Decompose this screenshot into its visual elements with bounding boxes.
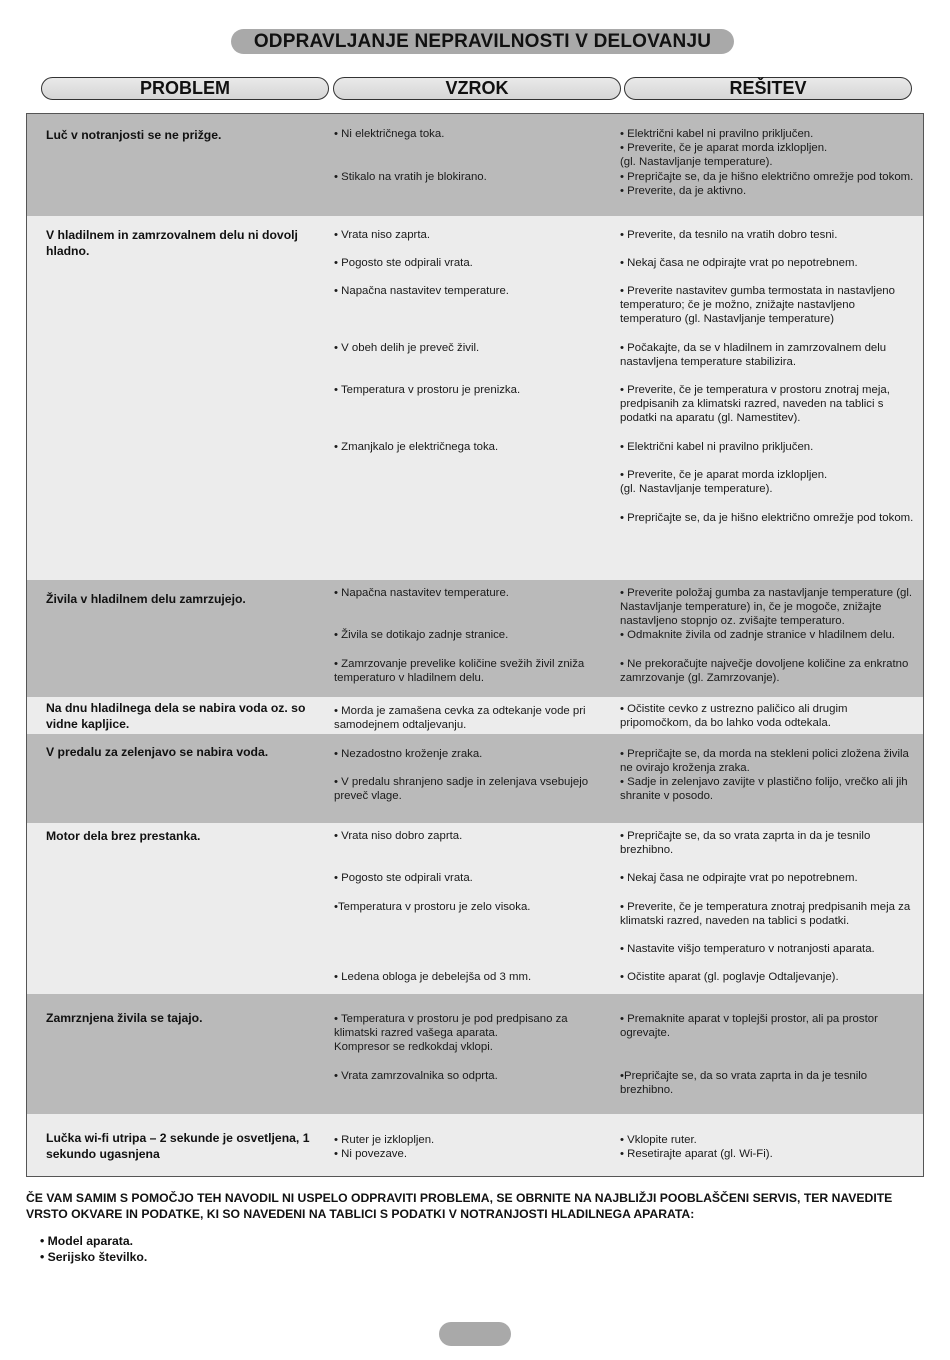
problem-text: Živila v hladilnem delu zamrzujejo. bbox=[46, 592, 246, 606]
solution-text: • Prepričajte se, da so vrata zaprta in da je tesnilo brezhibno. bbox=[620, 830, 871, 856]
problem-text: Na dnu hladilnega dela se nabira voda oz. so vidne kapljice. bbox=[46, 701, 306, 731]
cause-text: • Stikalo na vratih je blokirano. bbox=[334, 171, 487, 183]
cause-text: • Napačna nastavitev temperature. bbox=[334, 587, 509, 599]
cause-text: • Pogosto ste odpirali vrata. bbox=[334, 872, 473, 884]
solution-text: • Ne prekoračujte največje dovoljene količine za enkratno zamrzovanje (gl. Zamrzovanje). bbox=[620, 658, 909, 684]
cause-text: • Pogosto ste odpirali vrata. bbox=[334, 257, 473, 269]
solution-text: • Preverite, da tesnilo na vratih dobro tesni. bbox=[620, 229, 838, 241]
table-row bbox=[27, 823, 923, 994]
problem-text: Zamrznjena živila se tajajo. bbox=[46, 1011, 203, 1025]
cause-text: • Ni električnega toka. bbox=[334, 128, 445, 140]
cause-text: • Zmanjkalo je električnega toka. bbox=[334, 441, 499, 453]
column-header-problem: PROBLEM bbox=[41, 77, 329, 100]
solution-text: • Premaknite aparat v toplejši prostor, ali pa prostor ogrevajte. bbox=[620, 1013, 878, 1039]
solution-text: • Prepričajte se, da je hišno električno omrežje pod tokom. bbox=[620, 512, 914, 524]
service-notice: ČE VAM SAMIM S POMOČJO TEH NAVODIL NI USPELO ODPRAVITI PROBLEMA, SE OBRNITE NA NAJBLIŽJI POOBLAŠČENI SERVIS, TER NAVEDITE VRSTO OKVARE IN PODATKE, KI SO NAVEDENI NA TABLICI S PODATKI V NOTRANJOSTI HLADILNEGA APARATA: bbox=[26, 1191, 893, 1221]
cause-text: • Morda je zamašena cevka za odtekanje vode pri samodejnem odtaljevanju. bbox=[334, 705, 586, 731]
solution-text: • Preverite, če je temperatura v prostoru znotraj meja, predpisanih za klimatski razred, naveden na tablici s podatki na aparatu (gl. Namestitev). bbox=[620, 384, 890, 424]
list-item: • Serijsko številko. bbox=[40, 1250, 148, 1264]
solution-text: • Počakajte, da se v hladilnem in zamrzovalnem delu nastavljena temperature stabilizira. bbox=[620, 342, 887, 368]
solution-text: • Preverite, če je temperatura znotraj predpisanih meja za klimatski razred, naveden na tablici s podatki. bbox=[620, 901, 911, 927]
problem-text: V hladilnem in zamrzovalnem delu ni dovolj hladno. bbox=[46, 228, 298, 258]
solution-text: • Očistite aparat (gl. poglavje Odtaljevanje). bbox=[620, 971, 839, 983]
table-row bbox=[27, 734, 923, 823]
solution-text: • Nekaj časa ne odpirajte vrat po nepotrebnem. bbox=[620, 872, 858, 884]
table-row bbox=[27, 697, 923, 734]
page-title: ODPRAVLJANJE NEPRAVILNOSTI V DELOVANJU bbox=[231, 29, 734, 54]
table-row bbox=[27, 216, 923, 580]
cause-text: • Napačna nastavitev temperature. bbox=[334, 285, 509, 297]
cause-text: • Nezadostno kroženje zraka. bbox=[334, 748, 483, 760]
solution-text: •Prepričajte se, da so vrata zaprta in da je tesnilo brezhibno. bbox=[620, 1070, 868, 1096]
solution-text: • Električni kabel ni pravilno priključen. • Preverite, če je aparat morda izklopljen. (gl. Nastavljanje temperature). bbox=[620, 128, 828, 168]
solution-text: • Vklopite ruter. • Resetirajte aparat (gl. Wi-Fi). bbox=[620, 1134, 773, 1160]
problem-text: Motor dela brez prestanka. bbox=[46, 829, 201, 843]
cause-text: • Živila se dotikajo zadnje stranice. bbox=[334, 629, 509, 641]
solution-text: • Prepričajte se, da morda na stekleni polici zložena živila ne ovirajo kroženja zraka. • Sadje in zelenjavo zavijte v plastično folijo, vrečko ali jih shranite v posodo. bbox=[620, 748, 909, 802]
troubleshooting-table bbox=[26, 113, 924, 1177]
solution-text: • Preverite nastavitev gumba termostata in nastavljeno temperaturo; če je možno, znižajte nastavljeno temperaturo (gl. Nastavljanje temperature) bbox=[620, 285, 895, 325]
column-header-solution: REŠITEV bbox=[624, 77, 912, 100]
solution-text: • Nekaj časa ne odpirajte vrat po nepotrebnem. bbox=[620, 257, 858, 269]
page-number-badge bbox=[439, 1322, 511, 1346]
solution-text: • Preverite, če je aparat morda izklopljen. (gl. Nastavljanje temperature). bbox=[620, 469, 828, 495]
cause-text: • Vrata niso dobro zaprta. bbox=[334, 830, 463, 842]
table-row bbox=[27, 1114, 923, 1176]
cause-text: • V predalu shranjeno sadje in zelenjava vsebujejo preveč vlage. bbox=[334, 776, 589, 802]
solution-text: • Nastavite višjo temperaturo v notranjosti aparata. bbox=[620, 943, 875, 955]
cause-text: • Ledena obloga je debelejša od 3 mm. bbox=[334, 971, 532, 983]
cause-text: • Ruter je izklopljen. • Ni povezave. bbox=[334, 1134, 435, 1160]
table-row bbox=[27, 994, 923, 1114]
solution-text: • Prepričajte se, da je hišno električno omrežje pod tokom. • Preverite, da je aktivno. bbox=[620, 171, 914, 197]
solution-text: • Preverite položaj gumba za nastavljanje temperature (gl. Nastavljanje temperature) in, če je mogoče, znižajte nastavljeno stopnjo oz. zvišajte temperaturo. • Odmaknite živila od zadnje stranice v hladilnem delu. bbox=[620, 587, 913, 641]
list-item: • Model aparata. bbox=[40, 1234, 133, 1248]
solution-text: • Električni kabel ni pravilno priključen. bbox=[620, 441, 814, 453]
problem-text: Lučka wi-fi utripa – 2 sekunde je osvetljena, 1 sekundo ugasnjena bbox=[46, 1131, 310, 1161]
cause-text: • Temperatura v prostoru je pod predpisano za klimatski razred vašega aparata. Kompresor se redkokdaj vklopi. bbox=[334, 1013, 568, 1053]
problem-text: V predalu za zelenjavo se nabira voda. bbox=[46, 745, 269, 759]
cause-text: • Zamrzovanje prevelike količine svežih živil zniža temperaturo v hladilnem delu. bbox=[334, 658, 585, 684]
cause-text: • Vrata zamrzovalnika so odprta. bbox=[334, 1070, 498, 1082]
column-header-cause: VZROK bbox=[333, 77, 621, 100]
cause-text: • Vrata niso zaprta. bbox=[334, 229, 431, 241]
cause-text: • V obeh delih je preveč živil. bbox=[334, 342, 480, 354]
required-info-list bbox=[40, 1233, 147, 1265]
cause-text: •Temperatura v prostoru je zelo visoka. bbox=[334, 901, 531, 913]
solution-text: • Očistite cevko z ustrezno paličico ali drugim pripomočkom, da bo lahko voda odtekala. bbox=[620, 703, 848, 729]
cause-text: • Temperatura v prostoru je prenizka. bbox=[334, 384, 521, 396]
table-row bbox=[27, 580, 923, 697]
table-row bbox=[27, 114, 923, 216]
problem-text: Luč v notranjosti se ne prižge. bbox=[46, 128, 222, 142]
